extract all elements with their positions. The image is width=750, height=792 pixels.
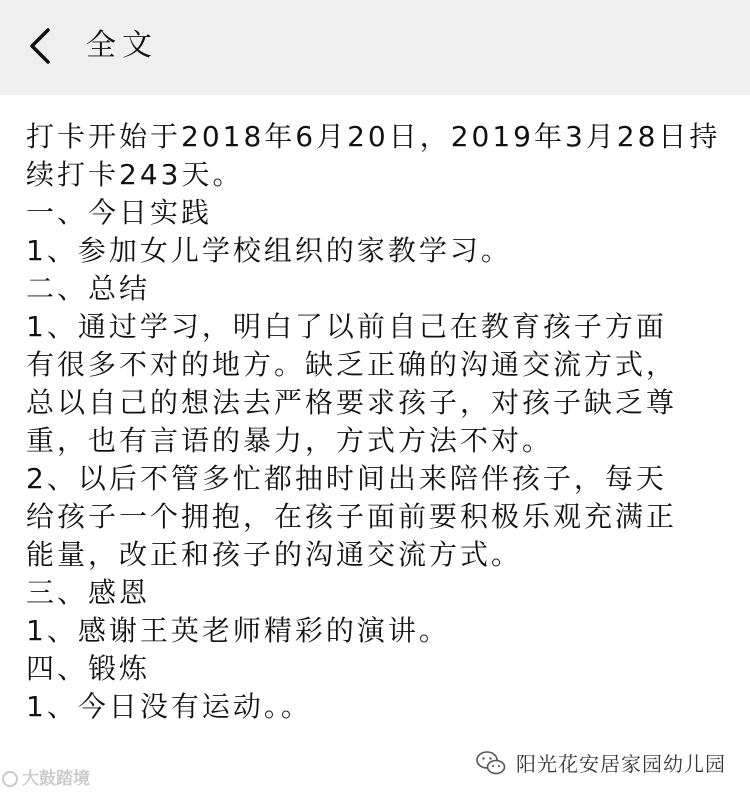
top-bar	[0, 0, 750, 95]
page-title: 全文	[86, 28, 158, 63]
text-line: 1、感谢王英老师精彩的演讲。	[26, 614, 450, 647]
text-line: 1、通过学习，明白了以前自己在教育孩子方面	[26, 310, 667, 343]
text-line: 1、参加女儿学校组织的家教学习。	[26, 234, 512, 267]
section-heading: 一、今日实践	[26, 196, 213, 229]
text-line: 1、今日没有运动。。	[26, 690, 312, 723]
text-line: 续打卡243天。	[26, 158, 244, 191]
section-heading: 四、锻炼	[26, 652, 151, 685]
watermark	[2, 764, 90, 789]
text-line: 总以自己的想法去严格要求孩子，对孩子缺乏尊	[26, 386, 678, 419]
section-heading: 三、感恩	[26, 576, 151, 609]
text-line: 给孩子一个拥抱，在孩子面前要积极乐观充满正	[26, 500, 678, 533]
text-line: 打卡开始于2018年6月20日，2019年3月28日持	[26, 120, 721, 153]
text-line: 2、以后不管多忙都抽时间出来陪伴孩子，每天	[26, 462, 667, 495]
text-line: 有很多不对的地方。缺乏正确的沟通交流方式，	[26, 348, 678, 381]
back-button[interactable]	[18, 22, 66, 70]
article-content	[26, 118, 726, 726]
brand-name: 阳光花安居家园幼儿园	[516, 752, 726, 776]
section-heading: 二、总结	[26, 272, 151, 305]
account-brand	[476, 748, 726, 777]
chevron-left-icon	[18, 22, 66, 70]
text-line: 能量，改正和孩子的沟通交流方式。	[26, 538, 523, 571]
text-line: 重，也有言语的暴力，方式方法不对。	[26, 424, 554, 457]
footer	[0, 742, 750, 792]
watermark-logo-icon	[2, 771, 18, 787]
wechat-icon	[476, 750, 506, 776]
watermark-text: 大鼓踏境	[22, 769, 90, 789]
